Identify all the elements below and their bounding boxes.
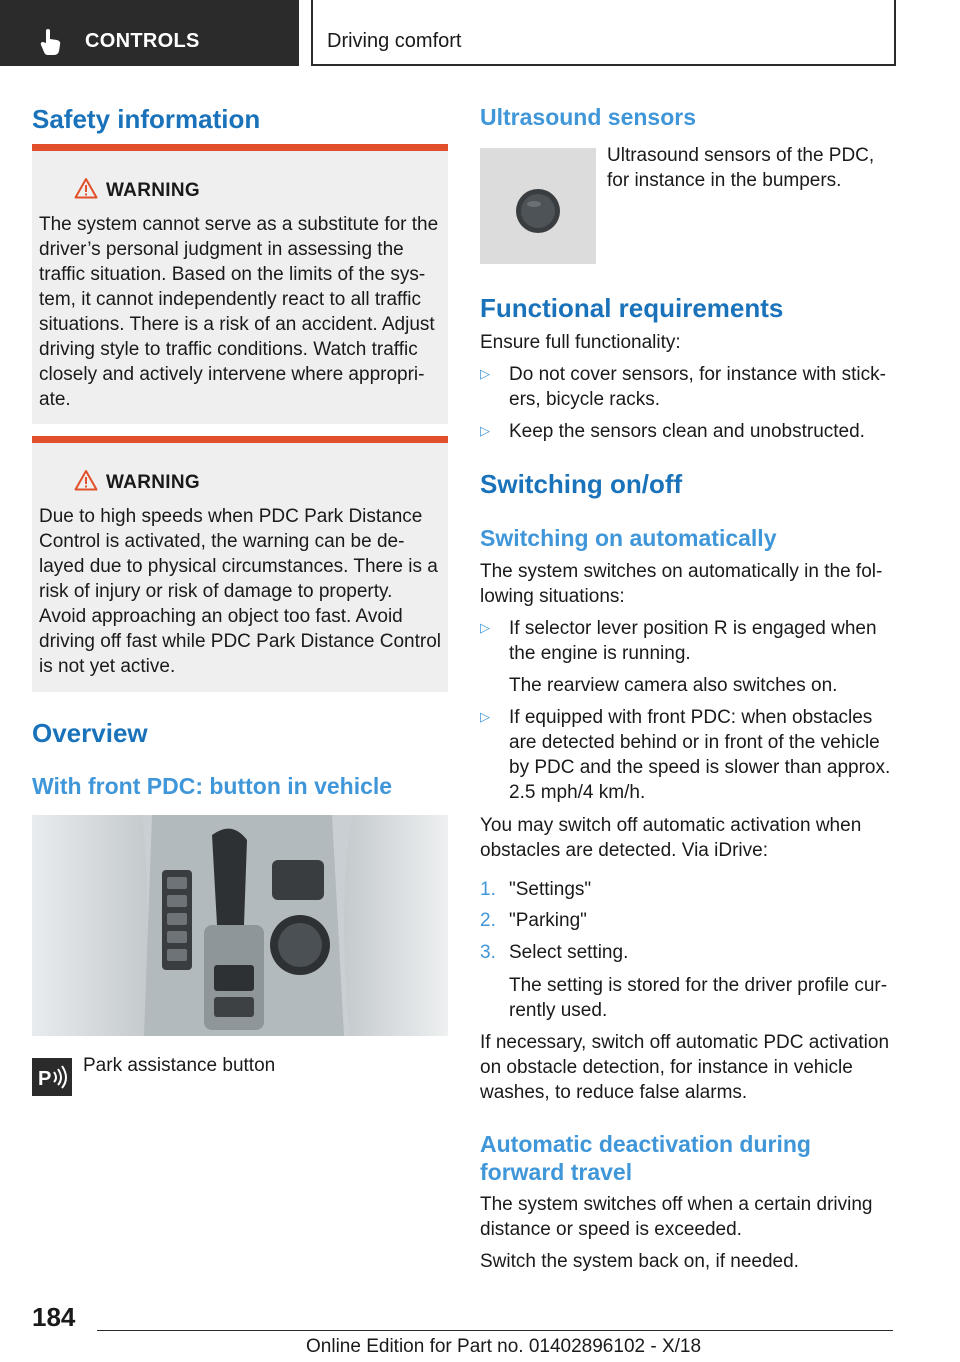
footer-divider xyxy=(97,1330,893,1331)
step-item: 3. Select setting. xyxy=(480,942,629,963)
warning-box-2 xyxy=(32,436,448,692)
auto-deact-text: The system switches off when a certain driving distance or speed is exceeded. xyxy=(480,1194,873,1240)
warning-title: WARNING xyxy=(106,180,200,201)
list-item: ▷ If selector lever position R is engaged when the engine is running. xyxy=(480,618,877,664)
functional-requirements-heading: Functional requirements xyxy=(480,293,784,323)
overview-heading: Overview xyxy=(32,718,148,748)
step-item: 2. "Parking" xyxy=(480,910,587,931)
list-item: ▷ If equipped with front PDC: when obstacles are detected behind or in front of the vehicle by PDC and the speed is slower than approx. 2.5 mph/4 km/h. xyxy=(480,707,891,803)
center-console-illustration xyxy=(32,815,448,1036)
bullet-triangle-icon: ▷ xyxy=(480,709,490,724)
ultrasound-text: Ultrasound sensors of the PDC, for instance in the bumpers. xyxy=(607,145,875,191)
ultrasound-heading: Ultrasound sensors xyxy=(480,104,696,130)
necessary-text: If necessary, switch off automatic PDC activation on obstacle detection, for instance in vehicle washes, to reduce false alarms. xyxy=(480,1032,890,1103)
bullet-triangle-icon: ▷ xyxy=(480,620,490,635)
warning-triangle-icon xyxy=(74,177,98,199)
switching-on-automatically-heading: Switching on automatically xyxy=(480,525,777,551)
warning-title: WARNING xyxy=(106,472,200,493)
park-assist-icon xyxy=(32,1058,72,1096)
bullet-triangle-icon: ▷ xyxy=(480,366,490,381)
section-tab-controls[interactable] xyxy=(0,0,299,66)
section-label: CONTROLS xyxy=(85,30,200,52)
warning-text: Due to high speeds when PDC Park Distance Control is activated, the warning can be de-layed due to physical circumstances. There is a risk of injury or risk of damage to property. Avoid approaching an object too fast. Avoid driving off fast while PDC Park Distance Control is not yet active. xyxy=(39,506,441,677)
switch-back-text: Switch the system back on, if needed. xyxy=(480,1251,799,1272)
svg-text:P: P xyxy=(38,1068,52,1090)
front-pdc-heading: With front PDC: button in vehicle xyxy=(32,773,393,799)
hand-pointer-icon xyxy=(40,29,62,55)
list-item: ▷ Keep the sensors clean and unobstructed. xyxy=(480,419,892,444)
switch-off-text: You may switch off automatic activation when obstacles are detected. Via iDrive: xyxy=(480,815,862,861)
warning-triangle-icon xyxy=(74,469,98,491)
edition-text: Online Edition for Part no. 01402896102 - X/18 xyxy=(306,1336,702,1357)
auto-on-note: The rearview camera also switches on. xyxy=(509,675,838,696)
page-number: 184 xyxy=(32,1302,76,1332)
switching-heading: Switching on/off xyxy=(480,469,683,499)
automatic-deactivation-heading: Automatic deactivation during forward travel xyxy=(480,1131,811,1185)
chapter-header xyxy=(311,0,896,66)
bullet-triangle-icon: ▷ xyxy=(480,423,490,438)
list-item: ▷ Do not cover sensors, for instance with stick-ers, bicycle racks. xyxy=(480,364,886,410)
functional-intro: Ensure full functionality: xyxy=(480,332,681,353)
ultrasound-sensor-image xyxy=(480,148,596,264)
warning-text: The system cannot serve as a substitute for the driver’s personal judgment in assessing the traffic situation. Based on the limits of the sys-tem, it cannot independently react to all traffic situations. There is a risk of an accident. Adjust driving style to traffic conditions. Watch traffic closely and actively intervene where appropri-ate. xyxy=(39,214,439,410)
chapter-label: Driving comfort xyxy=(327,30,462,52)
step3-note: The setting is stored for the driver profile cur-rently used. xyxy=(509,975,888,1021)
safety-information-heading: Safety information xyxy=(32,104,261,134)
park-assist-caption: Park assistance button xyxy=(83,1055,276,1076)
center-console-image xyxy=(32,815,448,1036)
auto-on-intro: The system switches on automatically in the fol-lowing situations: xyxy=(480,561,883,607)
step-item: 1. "Settings" xyxy=(480,879,592,900)
warning-box-1 xyxy=(32,144,448,424)
